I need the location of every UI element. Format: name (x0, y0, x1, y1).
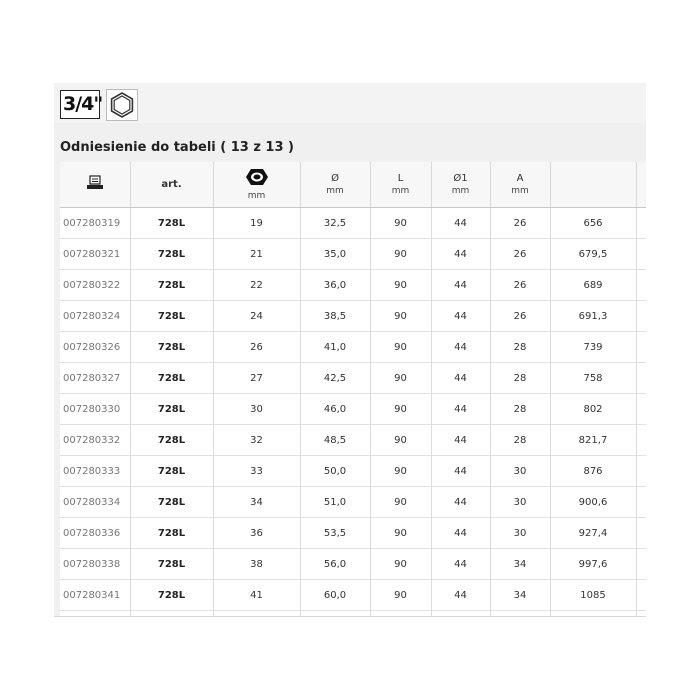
cell-art: 728L (130, 456, 213, 487)
cell-a: 28 (490, 425, 550, 456)
cell-a: 34 (490, 549, 550, 580)
cell-more (636, 239, 646, 270)
cell-extra: 876 (550, 456, 636, 487)
cell-more (636, 549, 646, 580)
cell-size: 21 (213, 239, 300, 270)
cell-extra: 739 (550, 332, 636, 363)
table-header-row (60, 162, 646, 208)
cell-size: 30 (213, 394, 300, 425)
cell-size: 26 (213, 332, 300, 363)
cell-art: 728L (130, 425, 213, 456)
cell-a: 30 (490, 487, 550, 518)
cell-d1: 44 (431, 518, 490, 549)
cell-code[interactable]: 007280334 (60, 487, 130, 518)
table-row[interactable] (60, 394, 646, 425)
cell-l: 90 (370, 518, 431, 549)
cell-d1: 44 (431, 332, 490, 363)
drive-size-badge (60, 90, 103, 119)
cell-l: 90 (370, 580, 431, 611)
cell-art: 728L (130, 239, 213, 270)
product-table (60, 162, 646, 617)
col-a-unit: mm (511, 185, 529, 196)
cell-code[interactable]: 007280330 (60, 394, 130, 425)
cell-d1: 44 (431, 425, 490, 456)
cell-extra: 656 (550, 208, 636, 239)
cell-a: 34 (490, 580, 550, 611)
cell-d: 56,0 (300, 549, 370, 580)
cell-more (636, 394, 646, 425)
cell-l: 90 (370, 332, 431, 363)
cell-extra: 927,4 (550, 518, 636, 549)
cell-code[interactable]: 007280321 (60, 239, 130, 270)
col-size-unit: mm (247, 191, 266, 201)
cell-extra: 689 (550, 270, 636, 301)
cell-d: 50,0 (300, 456, 370, 487)
cell-d1: 44 (431, 456, 490, 487)
cell-extra: 900,6 (550, 487, 636, 518)
cell-art: 728L (130, 208, 213, 239)
cell-a: 26 (490, 270, 550, 301)
icon-bar (54, 83, 646, 123)
cell-a: 28 (490, 363, 550, 394)
table-row[interactable] (60, 425, 646, 456)
table-row[interactable] (60, 301, 646, 332)
col-d-unit: mm (326, 185, 344, 196)
col-more-header (636, 162, 646, 208)
col-art-header: art. (130, 162, 213, 208)
cell-code[interactable]: 007280341 (60, 580, 130, 611)
cell-art: 728L (130, 580, 213, 611)
cell-d: 46,0 (300, 394, 370, 425)
cell-extra: 691,3 (550, 301, 636, 332)
catalog-panel (54, 83, 646, 617)
cell-art: 728L (130, 394, 213, 425)
table-row[interactable] (60, 270, 646, 301)
cell-l: 90 (370, 363, 431, 394)
panel-bottom-border (54, 616, 646, 617)
cell-art: 728L (130, 301, 213, 332)
cell-a: 26 (490, 208, 550, 239)
table-row[interactable] (60, 363, 646, 394)
cell-size: 33 (213, 456, 300, 487)
col-l-unit: mm (391, 185, 410, 196)
cell-more (636, 425, 646, 456)
cell-more (636, 518, 646, 549)
cell-size: 38 (213, 549, 300, 580)
cell-code[interactable]: 007280322 (60, 270, 130, 301)
cell-art: 728L (130, 549, 213, 580)
col-d-label: Ø (331, 172, 339, 184)
cell-a: 30 (490, 456, 550, 487)
cell-a: 28 (490, 332, 550, 363)
cell-a: 26 (490, 239, 550, 270)
cell-more (636, 301, 646, 332)
cell-d: 35,0 (300, 239, 370, 270)
cell-d1: 44 (431, 549, 490, 580)
cell-size: 34 (213, 487, 300, 518)
cell-more (636, 332, 646, 363)
col-d1-label: Ø1 (453, 172, 468, 184)
cell-extra: 679,5 (550, 239, 636, 270)
cell-code[interactable]: 007280324 (60, 301, 130, 332)
col-a-header (490, 162, 550, 208)
cell-more (636, 487, 646, 518)
cell-more (636, 363, 646, 394)
col-d1-header (431, 162, 490, 208)
cell-code[interactable]: 007280326 (60, 332, 130, 363)
col-d-header (300, 162, 370, 208)
cell-l: 90 (370, 549, 431, 580)
cell-art: 728L (130, 363, 213, 394)
cell-a: 26 (490, 301, 550, 332)
cell-l: 90 (370, 425, 431, 456)
cell-art: 728L (130, 270, 213, 301)
cell-l: 90 (370, 394, 431, 425)
cell-size: 19 (213, 208, 300, 239)
hex-nut-icon (245, 167, 269, 187)
cell-size: 41 (213, 580, 300, 611)
cell-d1: 44 (431, 270, 490, 301)
col-l-header (370, 162, 431, 208)
table-row[interactable] (60, 580, 646, 611)
cell-code[interactable]: 007280327 (60, 363, 130, 394)
catalog-icon (86, 175, 104, 191)
table-row[interactable] (60, 518, 646, 549)
cell-code[interactable]: 007280336 (60, 518, 130, 549)
cell-extra: 821,7 (550, 425, 636, 456)
col-code-header (60, 162, 130, 208)
table-row[interactable] (60, 549, 646, 580)
cell-more (636, 456, 646, 487)
cell-d1: 44 (431, 301, 490, 332)
cell-a: 28 (490, 394, 550, 425)
col-d1-unit: mm (451, 185, 470, 196)
cell-l: 90 (370, 239, 431, 270)
cell-d1: 44 (431, 580, 490, 611)
table-body (60, 208, 646, 618)
cell-size: 27 (213, 363, 300, 394)
col-l-label: L (397, 172, 404, 184)
cell-extra: 758 (550, 363, 636, 394)
table-row[interactable] (60, 487, 646, 518)
cell-d: 51,0 (300, 487, 370, 518)
cell-code[interactable]: 007280338 (60, 549, 130, 580)
cell-d: 36,0 (300, 270, 370, 301)
cell-a: 30 (490, 518, 550, 549)
col-a-label: A (516, 172, 524, 184)
cell-size: 32 (213, 425, 300, 456)
cell-size: 36 (213, 518, 300, 549)
cell-code[interactable]: 007280332 (60, 425, 130, 456)
cell-d: 41,0 (300, 332, 370, 363)
cell-l: 90 (370, 456, 431, 487)
cell-d1: 44 (431, 487, 490, 518)
cell-size: 22 (213, 270, 300, 301)
cell-d1: 44 (431, 239, 490, 270)
cell-d: 60,0 (300, 580, 370, 611)
cell-d1: 44 (431, 208, 490, 239)
drive-size-label: 3/4" (63, 93, 103, 115)
cell-l: 90 (370, 487, 431, 518)
cell-extra: 997,6 (550, 549, 636, 580)
cell-d: 32,5 (300, 208, 370, 239)
cell-art: 728L (130, 487, 213, 518)
hexagon-icon (108, 91, 136, 119)
cell-l: 90 (370, 208, 431, 239)
cell-art: 728L (130, 332, 213, 363)
cell-d1: 44 (431, 394, 490, 425)
table-row[interactable] (60, 456, 646, 487)
cell-d: 42,5 (300, 363, 370, 394)
cell-code[interactable]: 007280319 (60, 208, 130, 239)
table-heading: Odniesienie do tabeli ( 13 z 13 ) (60, 140, 294, 155)
cell-art: 728L (130, 518, 213, 549)
cell-extra: 1085 (550, 580, 636, 611)
cell-d1: 44 (431, 363, 490, 394)
cell-more (636, 208, 646, 239)
hexagon-badge (106, 89, 138, 121)
table-row[interactable] (60, 332, 646, 363)
table-row[interactable] (60, 208, 646, 239)
cell-extra: 802 (550, 394, 636, 425)
cell-code[interactable]: 007280333 (60, 456, 130, 487)
cell-more (636, 270, 646, 301)
cell-l: 90 (370, 270, 431, 301)
col-size-header (213, 162, 300, 208)
cell-l: 90 (370, 301, 431, 332)
cell-d: 48,5 (300, 425, 370, 456)
cell-d: 53,5 (300, 518, 370, 549)
col-extra-header (550, 162, 636, 208)
table-row[interactable] (60, 239, 646, 270)
cell-size: 24 (213, 301, 300, 332)
cell-more (636, 580, 646, 611)
cell-d: 38,5 (300, 301, 370, 332)
